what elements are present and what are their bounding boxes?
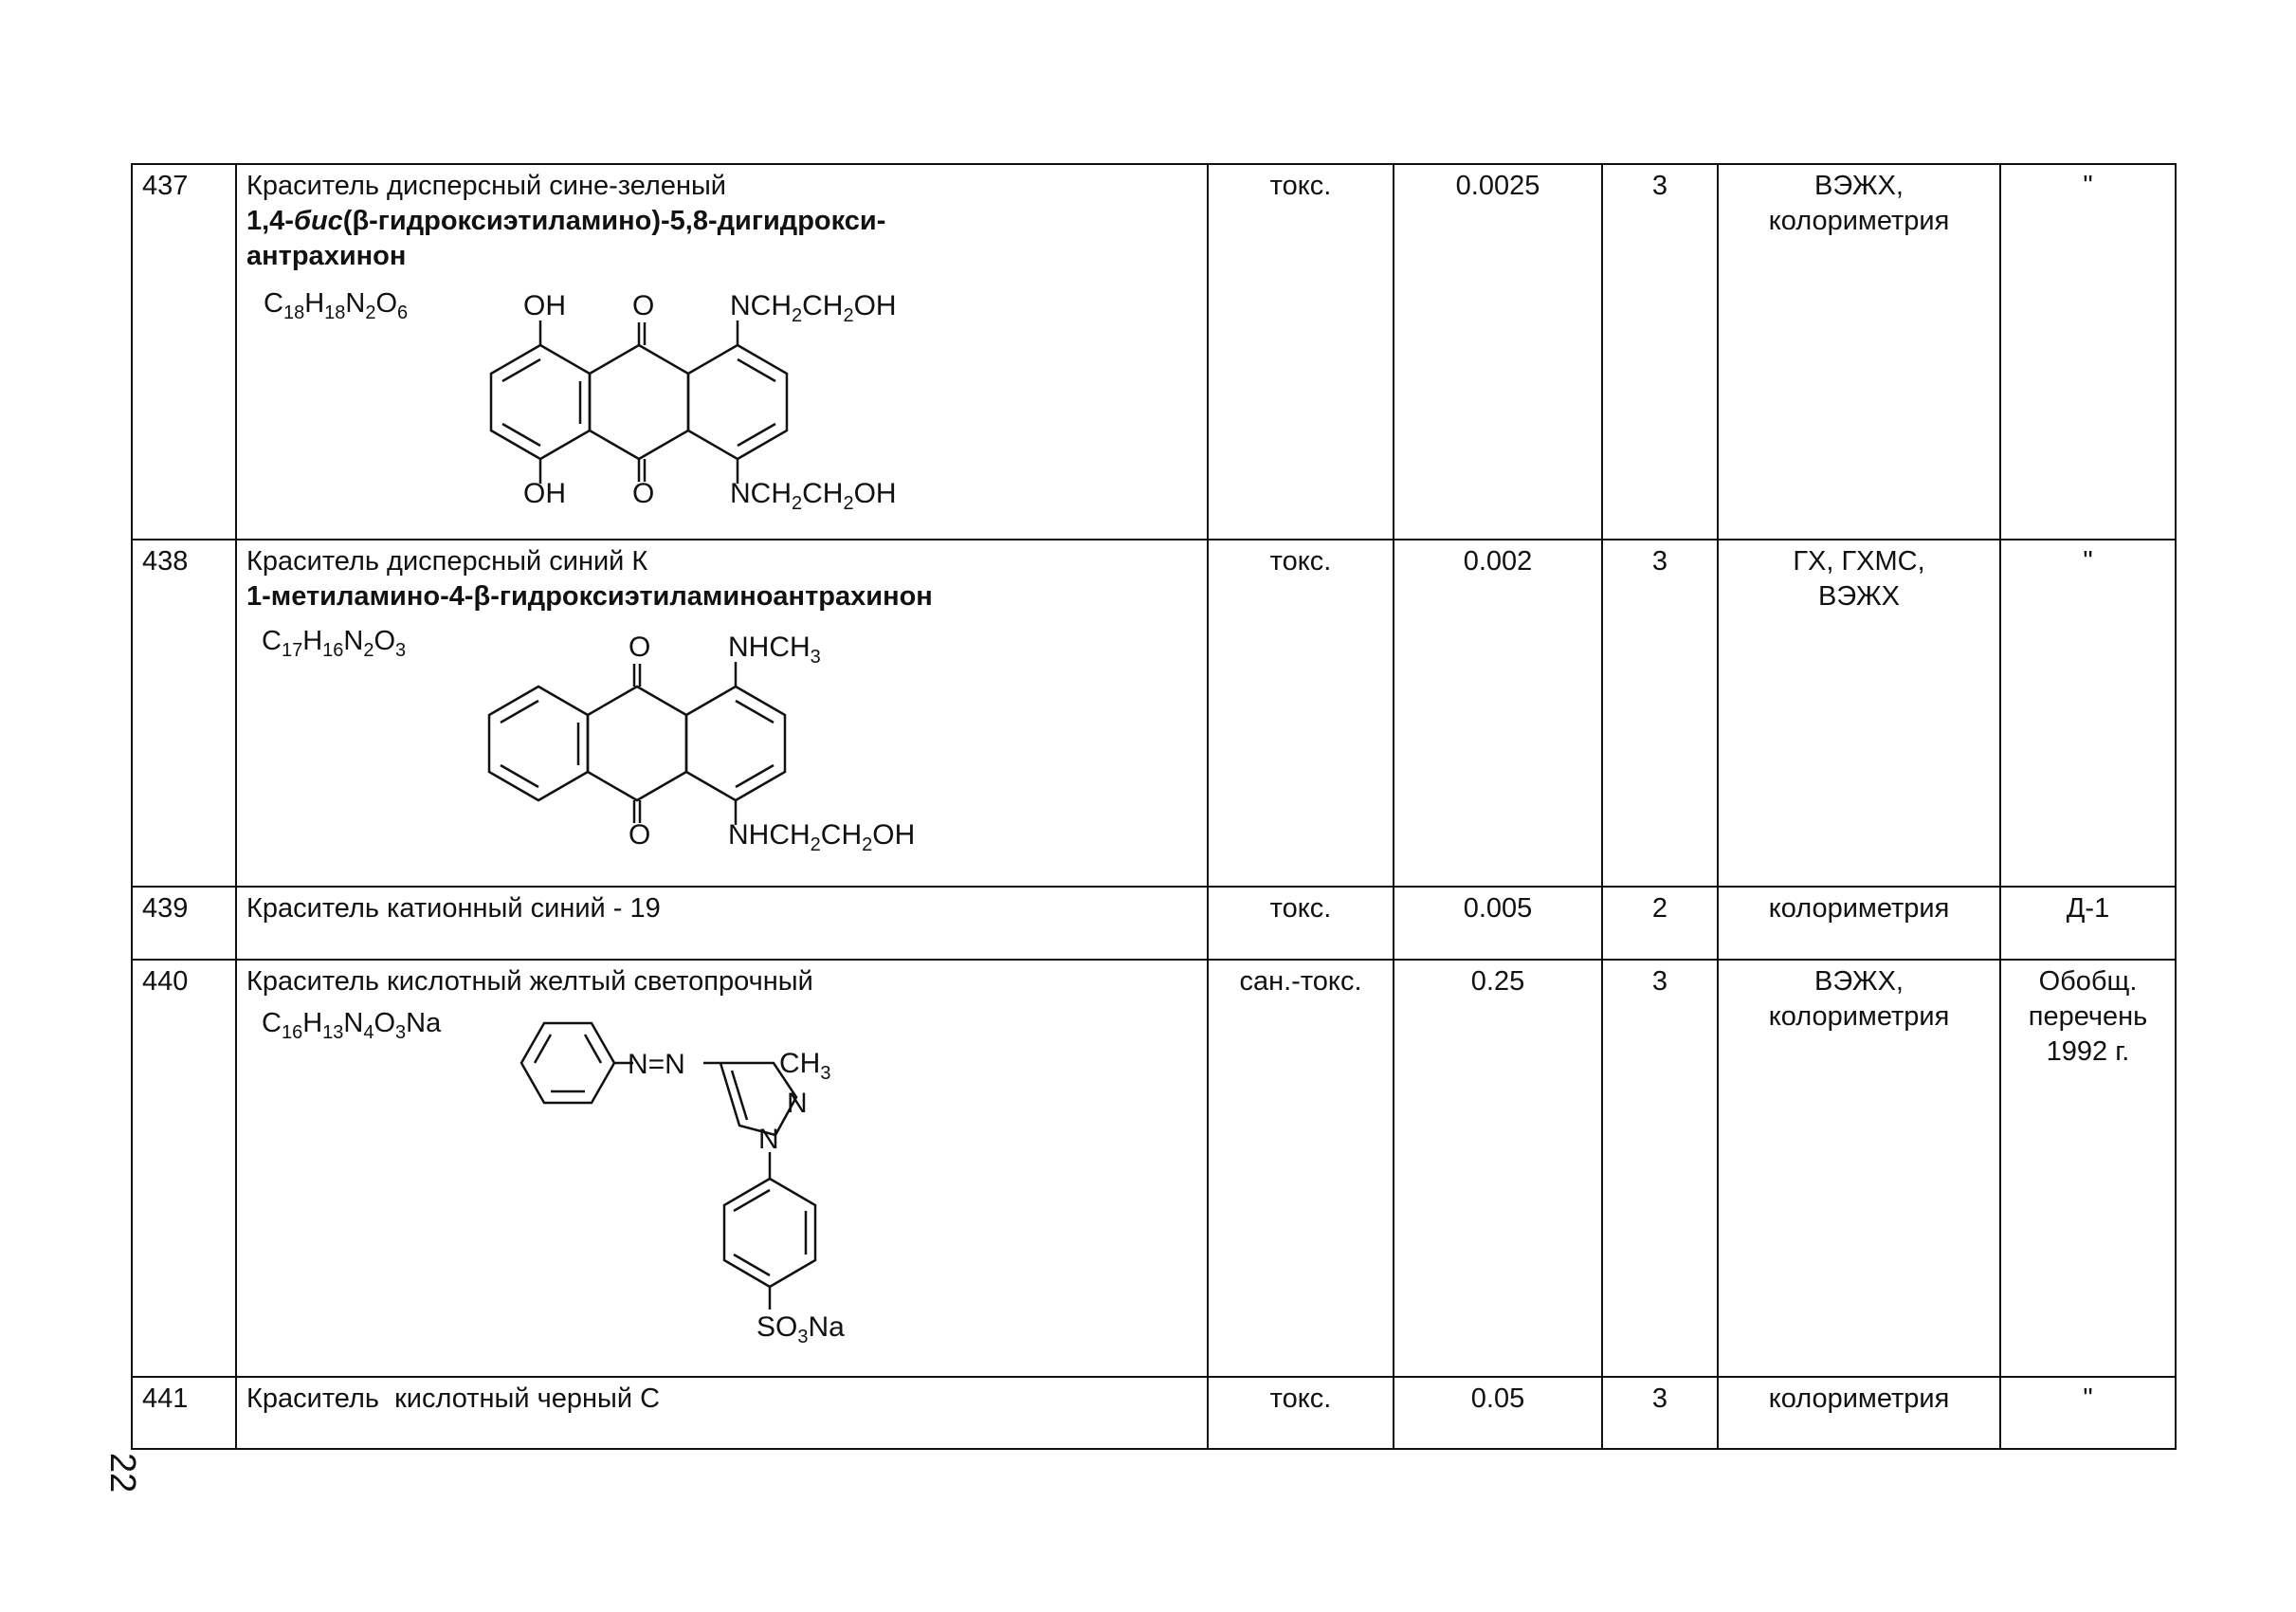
analysis-method: ГХ, ГХМС, ВЭЖХ [1718,540,2000,887]
substance-cell [236,164,1208,540]
table-row [132,540,2176,887]
svg-text:O: O [629,819,651,851]
limiting-sign: токс. [1208,887,1394,960]
substance-name: Краситель кислотный черный С [236,1377,1208,1449]
substance-cell [236,960,1208,1377]
row-number: 437 [132,164,236,540]
substance-name: Краситель катионный синий - 19 [236,887,1208,960]
molecular-formula: $C_{16}H_{13}N_4O_3Na$ [262,1008,442,1043]
substance-cell [236,540,1208,887]
page-number: 22 [102,1453,142,1493]
hazard-class: 3 [1602,960,1718,1377]
limiting-sign: сан.-токс. [1208,960,1394,1377]
chemical-name: 1-метиламино-4-β-гидроксиэтиламиноантрахинон [246,581,933,612]
svg-text:NCH2CH2OH: $NCH_2CH_2OH$ [730,478,897,514]
structural-formula [493,286,929,514]
row-number: 439 [132,887,236,960]
substance-name: Краситель дисперсный синий К [246,546,648,577]
svg-text:N: N [758,1124,779,1155]
svg-text:NHCH3: $NHCH_3$ [728,632,821,668]
note: Обобщ. перечень 1992 г. [2000,960,2176,1377]
limiting-sign: токс. [1208,540,1394,887]
table-row [132,960,2176,1377]
svg-text:NHCH2CH2OH: $NHCH_2CH_2OH$ [728,819,916,855]
substances-table [131,163,2177,1450]
note: " [2000,540,2176,887]
svg-text:OH: OH [523,478,566,509]
molecular-formula: $C_{18}H_{18}N_2O_6$ [264,288,409,323]
value: 0.002 [1394,540,1602,887]
value: 0.05 [1394,1377,1602,1449]
svg-text:N: N [787,1088,808,1119]
analysis-method: колориметрия [1718,887,2000,960]
molecular-formula: $C_{17}H_{16}N_2O_3$ [262,626,407,661]
value: 0.005 [1394,887,1602,960]
chemical-name: 1,4-бис(β-гидроксиэтиламино)-5,8-дигидрокси- [246,206,886,236]
row-number: 440 [132,960,236,1377]
value: 0.25 [1394,960,1602,1377]
svg-text:SO3Na: $SO_3Na$ [756,1311,845,1347]
substance-name: Краситель кислотный желтый светопрочный [246,966,813,997]
table-row [132,1377,2176,1449]
svg-text:O: O [629,632,651,663]
note: Д-1 [2000,887,2176,960]
hazard-class: 2 [1602,887,1718,960]
note: " [2000,164,2176,540]
analysis-method: ВЭЖХ, колориметрия [1718,164,2000,540]
analysis-method: колориметрия [1718,1377,2000,1449]
svg-text:CH3: $CH_3$ [779,1048,831,1084]
hazard-class: 3 [1602,164,1718,540]
value: 0.0025 [1394,164,1602,540]
structural-formula [491,628,937,855]
analysis-method: ВЭЖХ, колориметрия [1718,960,2000,1377]
table-row [132,887,2176,960]
svg-text:N=N: N=N [628,1049,685,1080]
limiting-sign: токс. [1208,164,1394,540]
structural-formula [521,1010,920,1351]
svg-text:OH: OH [523,290,566,321]
row-number: 438 [132,540,236,887]
limiting-sign: токс. [1208,1377,1394,1449]
table-row [132,164,2176,540]
svg-text:O: O [632,478,655,509]
note: " [2000,1377,2176,1449]
chemical-name-cont: антрахинон [246,241,407,271]
hazard-class: 3 [1602,1377,1718,1449]
substance-name: Краситель дисперсный сине-зеленый [246,171,726,201]
row-number: 441 [132,1377,236,1449]
svg-text:NCH2CH2OH: $NCH_2CH_2OH$ [730,290,897,326]
hazard-class: 3 [1602,540,1718,887]
svg-text:O: O [632,290,655,321]
